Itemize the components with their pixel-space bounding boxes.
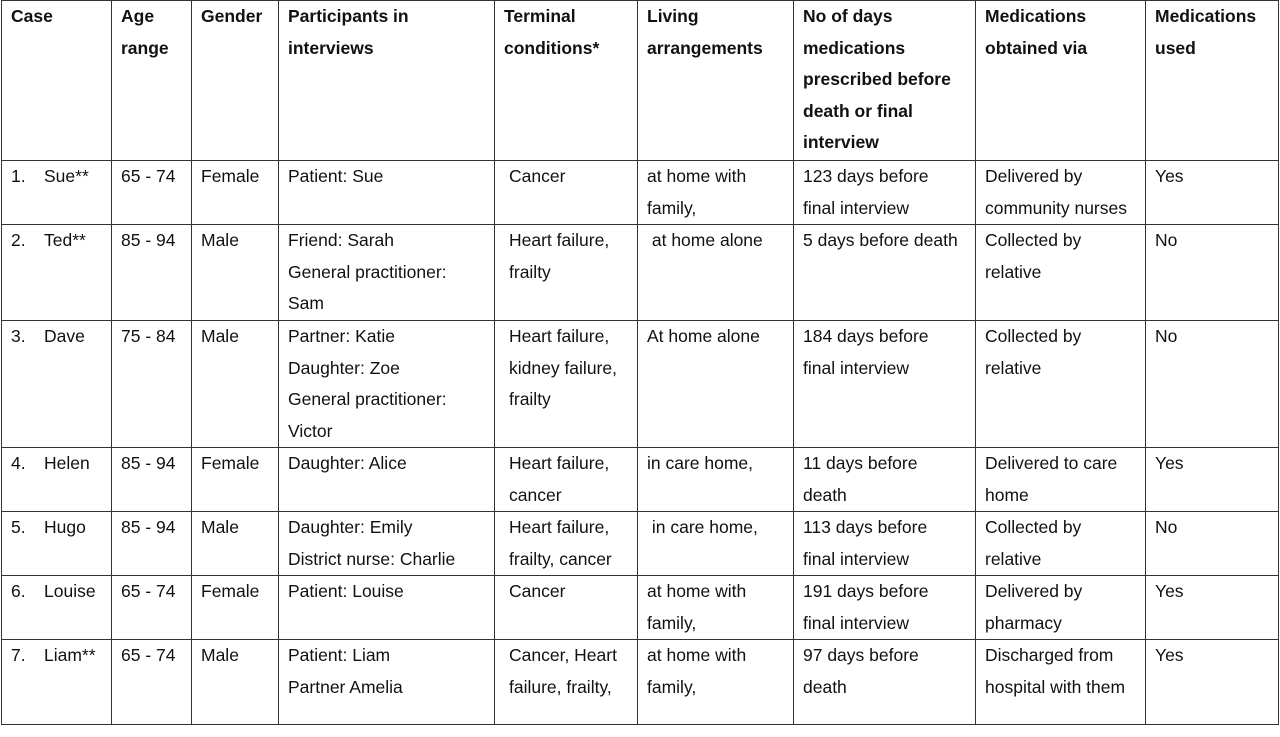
cell-conditions: Cancer xyxy=(495,576,638,640)
header-days-prescribed: No of days medications prescribed before death or final interview xyxy=(794,1,976,161)
table-header-row xyxy=(2,1,1279,161)
cell-case: 5. Hugo xyxy=(2,512,112,576)
cell-used: Yes xyxy=(1146,640,1279,725)
cell-conditions: Cancer, Heart failure, frailty, xyxy=(495,640,638,725)
header-participants: Participants in interviews xyxy=(279,1,495,161)
header-medications-used: Medications used xyxy=(1146,1,1279,161)
cell-used: Yes xyxy=(1146,576,1279,640)
cell-participants: Daughter: Emily District nurse: Charlie xyxy=(279,512,495,576)
cell-days: 123 days before final interview xyxy=(794,161,976,225)
cell-obtained: Delivered to care home xyxy=(976,448,1146,512)
cell-used: Yes xyxy=(1146,448,1279,512)
cell-gender: Female xyxy=(192,448,279,512)
header-terminal-conditions: Terminal conditions* xyxy=(495,1,638,161)
cell-used: Yes xyxy=(1146,161,1279,225)
cell-days: 97 days before death xyxy=(794,640,976,725)
cell-obtained: Discharged from hospital with them xyxy=(976,640,1146,725)
cell-used: No xyxy=(1146,225,1279,321)
cell-living: at home with family, xyxy=(638,161,794,225)
header-age-range: Age range xyxy=(112,1,192,161)
cell-obtained: Delivered by pharmacy xyxy=(976,576,1146,640)
cell-age-range: 65 - 74 xyxy=(112,161,192,225)
table-row xyxy=(2,448,1279,512)
cell-gender: Female xyxy=(192,161,279,225)
cell-living: in care home, xyxy=(638,448,794,512)
cell-days: 11 days before death xyxy=(794,448,976,512)
cell-gender: Male xyxy=(192,512,279,576)
cell-case: 2. Ted** xyxy=(2,225,112,321)
cell-obtained: Collected by relative xyxy=(976,225,1146,321)
table-row xyxy=(2,640,1279,725)
cell-gender: Female xyxy=(192,576,279,640)
cell-case: 1. Sue** xyxy=(2,161,112,225)
cell-used: No xyxy=(1146,321,1279,448)
header-living-arrangements: Living arrangements xyxy=(638,1,794,161)
cell-case: 3. Dave xyxy=(2,321,112,448)
cell-case: 6. Louise xyxy=(2,576,112,640)
table-row xyxy=(2,576,1279,640)
cell-gender: Male xyxy=(192,225,279,321)
cell-obtained: Collected by relative xyxy=(976,321,1146,448)
case-summary-table xyxy=(1,0,1279,725)
cell-obtained: Collected by relative xyxy=(976,512,1146,576)
header-medications-obtained: Medications obtained via xyxy=(976,1,1146,161)
table-container xyxy=(1,0,1278,725)
cell-age-range: 65 - 74 xyxy=(112,640,192,725)
table-row xyxy=(2,225,1279,321)
cell-conditions: Heart failure, cancer xyxy=(495,448,638,512)
table-row xyxy=(2,161,1279,225)
table-row xyxy=(2,321,1279,448)
cell-conditions: Cancer xyxy=(495,161,638,225)
cell-participants: Patient: Sue xyxy=(279,161,495,225)
cell-used: No xyxy=(1146,512,1279,576)
cell-obtained: Delivered by community nurses xyxy=(976,161,1146,225)
cell-days: 191 days before final interview xyxy=(794,576,976,640)
cell-participants: Partner: Katie Daughter: Zoe General practitioner: Victor xyxy=(279,321,495,448)
cell-gender: Male xyxy=(192,640,279,725)
cell-living: in care home, xyxy=(638,512,794,576)
cell-age-range: 85 - 94 xyxy=(112,225,192,321)
cell-case: 4. Helen xyxy=(2,448,112,512)
cell-days: 184 days before final interview xyxy=(794,321,976,448)
cell-conditions: Heart failure, kidney failure, frailty xyxy=(495,321,638,448)
cell-age-range: 75 - 84 xyxy=(112,321,192,448)
cell-case: 7. Liam** xyxy=(2,640,112,725)
cell-living: At home alone xyxy=(638,321,794,448)
cell-days: 5 days before death xyxy=(794,225,976,321)
cell-participants: Daughter: Alice xyxy=(279,448,495,512)
header-case: Case xyxy=(2,1,112,161)
cell-age-range: 85 - 94 xyxy=(112,512,192,576)
cell-living: at home with family, xyxy=(638,640,794,725)
cell-days: 113 days before final interview xyxy=(794,512,976,576)
cell-age-range: 65 - 74 xyxy=(112,576,192,640)
table-row xyxy=(2,512,1279,576)
cell-participants: Patient: Louise xyxy=(279,576,495,640)
cell-living: at home with family, xyxy=(638,576,794,640)
cell-participants: Friend: Sarah General practitioner: Sam xyxy=(279,225,495,321)
cell-gender: Male xyxy=(192,321,279,448)
cell-conditions: Heart failure, frailty, cancer xyxy=(495,512,638,576)
header-gender: Gender xyxy=(192,1,279,161)
cell-participants: Patient: Liam Partner Amelia xyxy=(279,640,495,725)
cell-living: at home alone xyxy=(638,225,794,321)
cell-age-range: 85 - 94 xyxy=(112,448,192,512)
cell-conditions: Heart failure, frailty xyxy=(495,225,638,321)
